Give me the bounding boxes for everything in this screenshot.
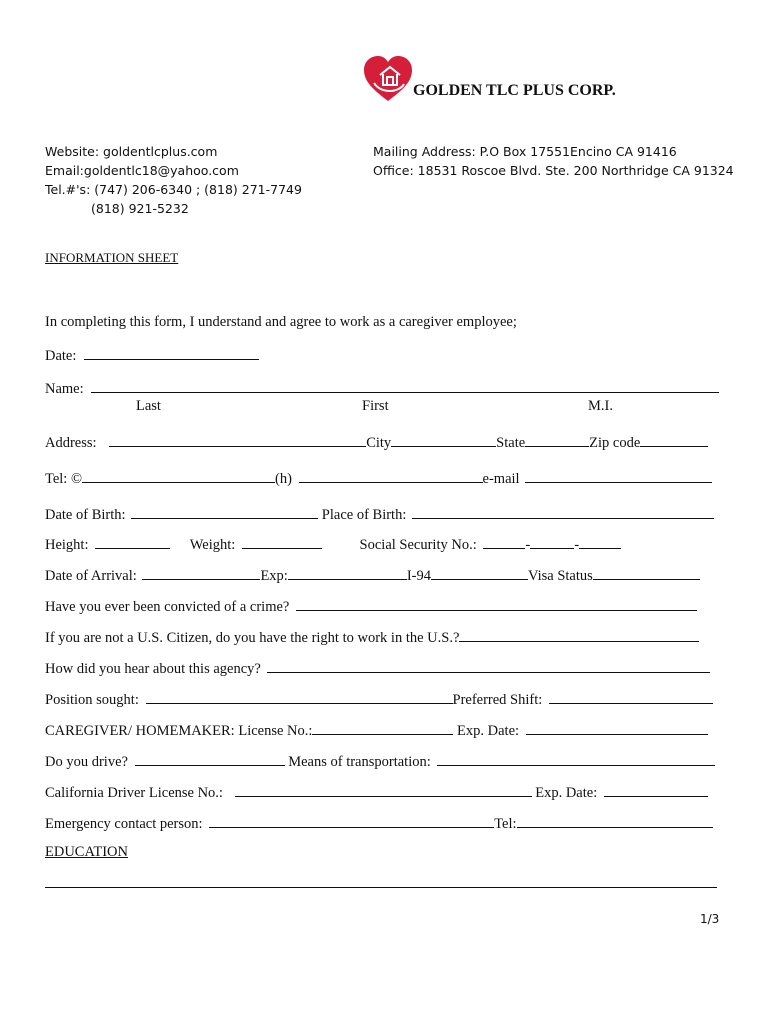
zip-field[interactable] (640, 434, 708, 447)
drive-field[interactable] (135, 753, 285, 766)
ssn-label: Social Security No.: (359, 537, 477, 553)
state-field[interactable] (525, 434, 589, 447)
middle-initial-caption: M.I. (588, 398, 613, 414)
shift-field[interactable] (549, 691, 713, 704)
home-tel-label: (h) (274, 471, 292, 487)
license-row (45, 722, 708, 740)
weight-field[interactable] (242, 536, 322, 549)
license-exp-field[interactable] (526, 722, 708, 735)
hear-field[interactable] (267, 660, 710, 673)
citizen-field[interactable] (459, 629, 699, 642)
cell-tel-field[interactable] (82, 470, 275, 483)
visa-field[interactable] (593, 567, 700, 580)
arrival-row (45, 567, 700, 585)
intro-text: In completing this form, I understand and agree to work as a caregiver employee; (45, 314, 517, 330)
address-row (45, 434, 708, 452)
city-label: City (366, 435, 392, 451)
name-field[interactable] (91, 380, 719, 393)
ssn-field-3[interactable] (579, 536, 621, 549)
body-row (45, 536, 621, 554)
ssn-dash-1: - (525, 537, 531, 553)
office-address: Office: 18531 Roscoe Blvd. Ste. 200 Northridge CA 91324 (373, 163, 734, 178)
name-label: Name: (45, 381, 84, 397)
drive-row (45, 753, 715, 771)
citizen-row (45, 629, 699, 647)
city-field[interactable] (391, 434, 496, 447)
height-field[interactable] (95, 536, 170, 549)
license-exp-label: Exp. Date: (457, 723, 520, 739)
crime-row (45, 598, 697, 616)
hear-label: How did you hear about this agency? (45, 661, 261, 677)
education-line[interactable] (45, 887, 717, 888)
company-logo (362, 53, 414, 105)
drive-label: Do you drive? (45, 754, 128, 770)
visa-label: Visa Status (528, 568, 593, 584)
form-title: INFORMATION SHEET (45, 250, 179, 265)
transport-field[interactable] (437, 753, 715, 766)
weight-label: Weight: (189, 537, 236, 553)
page-number: 1/3 (700, 912, 720, 926)
email-text: Email:goldentlc18@yahoo.com (45, 163, 239, 178)
transport-label: Means of transportation: (288, 754, 431, 770)
crime-field[interactable] (296, 598, 697, 611)
phone-text: Tel.#'s: (747) 206-6340 ; (818) 271-7749 (45, 182, 302, 197)
state-label: State (496, 435, 526, 451)
mailing-address: Mailing Address: P.O Box 17551Encino CA 91416 (373, 144, 677, 159)
company-name: GOLDEN TLC PLUS CORP. (413, 82, 616, 99)
first-name-caption: First (362, 398, 389, 414)
ca-exp-label: Exp. Date: (535, 785, 598, 801)
date-field[interactable] (84, 347, 259, 360)
name-row (45, 380, 719, 398)
date-label: Date: (45, 348, 77, 364)
zip-label: Zip code (589, 435, 641, 451)
ca-license-label: California Driver License No.: (45, 785, 223, 801)
last-name-caption: Last (136, 398, 161, 414)
position-row (45, 691, 713, 709)
i94-label: I-94 (406, 568, 431, 584)
arrival-label: Date of Arrival: (45, 568, 137, 584)
crime-label: Have you ever been convicted of a crime? (45, 599, 290, 615)
ssn-dash-2: - (574, 537, 580, 553)
date-row (45, 347, 259, 365)
ssn-field-2[interactable] (530, 536, 574, 549)
cell-tel-label: Tel: © (45, 471, 82, 487)
email-label: e-mail (482, 471, 520, 487)
emergency-field[interactable] (209, 815, 494, 828)
height-label: Height: (45, 537, 89, 553)
pob-field[interactable] (412, 506, 714, 519)
ca-license-field[interactable] (235, 784, 532, 797)
exp-label: Exp: (260, 568, 288, 584)
citizen-label: If you are not a U.S. Citizen, do you have the right to work in the U.S.? (45, 630, 460, 646)
emergency-row (45, 815, 713, 833)
pob-label: Place of Birth: (321, 507, 407, 523)
emergency-label: Emergency contact person: (45, 816, 203, 832)
license-label: CAREGIVER/ HOMEMAKER: License No.: (45, 723, 313, 739)
home-tel-field[interactable] (299, 470, 483, 483)
email-field[interactable] (525, 470, 712, 483)
ssn-field-1[interactable] (483, 536, 525, 549)
education-heading: EDUCATION (45, 844, 128, 860)
ca-exp-field[interactable] (604, 784, 708, 797)
dob-field[interactable] (131, 506, 318, 519)
birth-row (45, 506, 714, 524)
position-label: Position sought: (45, 692, 139, 708)
ca-license-row (45, 784, 708, 802)
position-field[interactable] (146, 691, 453, 704)
tel-row (45, 470, 712, 488)
phone-text-2: (818) 921-5232 (91, 201, 189, 216)
dob-label: Date of Birth: (45, 507, 126, 523)
arrival-field[interactable] (142, 567, 260, 580)
shift-label: Preferred Shift: (452, 692, 543, 708)
emergency-tel-label: Tel: (494, 816, 517, 832)
address-label: Address: (45, 435, 97, 451)
license-field[interactable] (312, 722, 453, 735)
website-text: Website: goldentlcplus.com (45, 144, 218, 159)
address-field[interactable] (109, 434, 366, 447)
i94-field[interactable] (431, 567, 528, 580)
exp-field[interactable] (288, 567, 407, 580)
emergency-tel-field[interactable] (517, 815, 713, 828)
hear-row (45, 660, 710, 678)
